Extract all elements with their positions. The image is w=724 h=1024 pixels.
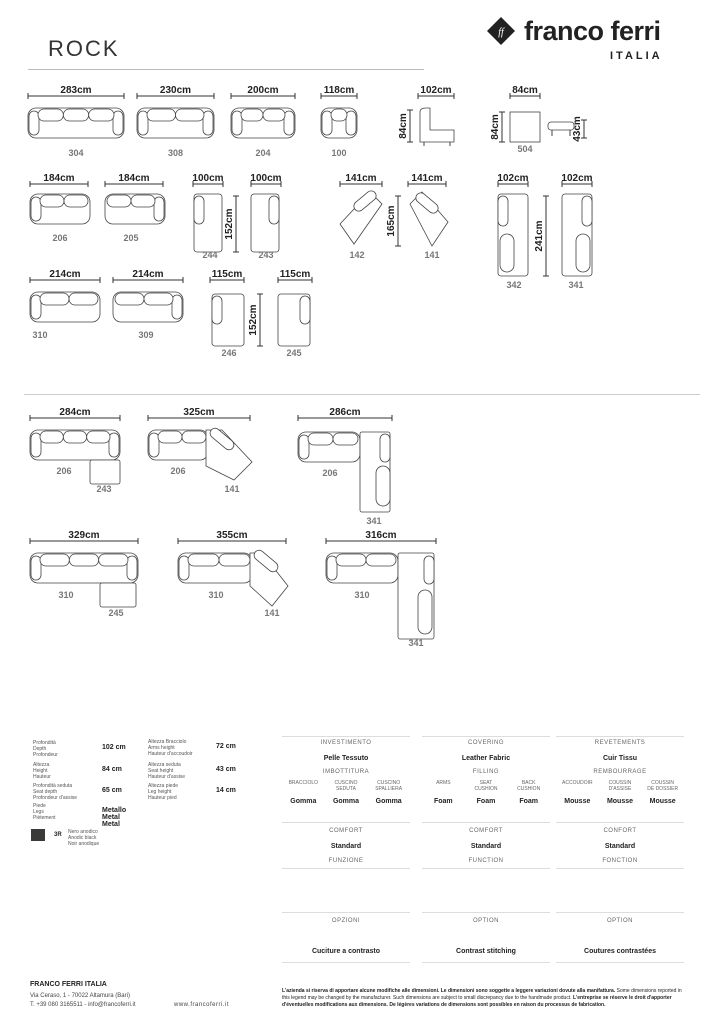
dim-pouf-h-label: 84cm <box>490 114 501 140</box>
filling-sub-head: CUSCINO SEDUTA <box>334 780 358 792</box>
comfort-head: COMFORT <box>329 828 363 834</box>
composition-284-cushion <box>63 431 86 443</box>
covering-head: INVESTIMENTO <box>320 740 372 746</box>
dim-pouf-side-label: 43cm <box>572 116 583 142</box>
dim-comp-2-label: 286cm <box>329 407 361 418</box>
footer-website[interactable]: www.francoferri.it <box>174 1002 230 1008</box>
filling-sub-head: BACK CUSHION <box>517 780 541 792</box>
composition-286-cushion <box>308 433 333 445</box>
function-head: FONCTION <box>602 858 638 864</box>
spec-label: Profondità seduta Seat depth Profondeur d'assise <box>33 783 78 801</box>
module-304-arm-right <box>113 111 123 135</box>
covering-value: Pelle Tessuto <box>323 755 369 762</box>
module-309-arm-right <box>172 295 182 319</box>
code-row1-3: 100 <box>331 148 347 158</box>
composition-284-cushion <box>87 431 110 443</box>
code-comp-2a: 206 <box>322 468 338 478</box>
disclaimer <box>282 988 688 1009</box>
code-row2-0: 206 <box>52 233 68 243</box>
dim-row3-h-label: 152cm <box>248 304 259 336</box>
spec-value: 14 cm <box>216 787 236 794</box>
dim-chaise-h-label: 152cm <box>224 208 235 240</box>
module-309-cushion <box>144 293 173 305</box>
section-divider <box>24 394 700 395</box>
dim-comp-3-label: 329cm <box>68 530 100 541</box>
table-rule <box>556 736 684 737</box>
disclaimer-en: Some dimensions reported in this legend may be changed by the manufacturer. Such dimensions are subject to small discrepancy due to the handmade product. <box>282 988 682 1001</box>
spec-value: Metallo Metal Metal <box>102 807 127 828</box>
filling-sub-head: COUSSIN DE DOSSIER <box>647 780 679 792</box>
dim-row1-2-label: 200cm <box>247 85 279 96</box>
filling-value: Foam <box>476 798 496 805</box>
dim-comp-0-label: 284cm <box>59 407 91 418</box>
filling-head: FILLING <box>472 769 500 775</box>
composition-355-cushion <box>219 554 250 566</box>
covering-value: Cuir Tissu <box>602 755 638 762</box>
composition-284-chaise <box>90 460 120 484</box>
dim-comp-1-label: 325cm <box>183 407 215 418</box>
code-comp-4a: 310 <box>208 590 224 600</box>
dim-side-label: 102cm <box>420 85 452 96</box>
composition-286-arm-left <box>299 435 309 459</box>
dim-row2-1-label: 184cm <box>118 173 150 184</box>
module-204-cushion <box>241 109 263 121</box>
module-308-arm-right <box>203 111 213 135</box>
code-comp-4b: 141 <box>264 608 280 618</box>
code-row3-0: 310 <box>32 330 48 340</box>
module-205-cushion <box>107 195 131 207</box>
code-row3-2: 246 <box>221 348 237 358</box>
table-rule <box>556 822 684 823</box>
code-row1-1: 308 <box>167 148 184 158</box>
dim-corner-h-label: 165cm <box>386 205 397 237</box>
spec-label: Altezza Bracciolo Arms height Hauteur d'accoudoir <box>148 739 193 757</box>
code-row2-1: 205 <box>123 233 139 243</box>
table-rule <box>556 868 684 869</box>
module-304-arm-left <box>29 111 39 135</box>
composition-284-cushion <box>40 431 63 443</box>
code-comp-2b: 341 <box>366 516 382 526</box>
composition-325-arm-left <box>149 433 159 457</box>
module-204-arm-right <box>284 111 294 135</box>
composition-325-cushion <box>182 431 206 443</box>
table-rule <box>422 822 550 823</box>
module-310-cushion <box>40 293 69 305</box>
finish-code: 3R <box>54 832 62 838</box>
dim-row2-6-label: 102cm <box>497 173 529 184</box>
code-row2-6: 342 <box>506 280 522 290</box>
table-rule <box>282 822 410 823</box>
dim-row2-3-label: 100cm <box>250 173 282 184</box>
code-row3-3: 245 <box>286 348 302 358</box>
composition-329-cushion <box>69 554 98 566</box>
option-value: Contrast stitching <box>456 948 516 955</box>
module-204-arm-left <box>232 111 242 135</box>
module-204-cushion <box>263 109 285 121</box>
dim-row2-7-label: 102cm <box>561 173 593 184</box>
spec-label: Piede Legs Piètement <box>33 803 56 821</box>
spec-value: 102 cm <box>102 744 126 751</box>
module-205-arm-right <box>154 197 164 221</box>
filling-head: IMBOTTITURA <box>322 769 370 775</box>
option-value: Coutures contrastées <box>584 948 656 955</box>
code-pouf: 504 <box>517 144 533 154</box>
comfort-value: Standard <box>604 843 636 850</box>
composition-329-chaise <box>100 583 136 607</box>
module-504-side <box>548 122 574 130</box>
disclaimer-it: L'azienda si riserva di apportare alcune modifiche alle dimensioni. Le dimensioni sono soggette a leggere variazioni dovute alla manifattura. <box>282 988 616 994</box>
code-row1-0: 304 <box>68 148 84 158</box>
code-row2-2: 244 <box>202 250 218 260</box>
module-304-cushion <box>89 109 114 121</box>
module-304-cushion <box>63 109 88 121</box>
code-row2-3: 243 <box>258 250 274 260</box>
filling-sub-head: COUSSIN D'ASSISE <box>608 780 632 792</box>
comfort-value: Standard <box>330 843 362 850</box>
code-comp-1a: 206 <box>170 466 186 476</box>
dim-row2-2-label: 100cm <box>192 173 224 184</box>
composition-325-cushion <box>158 431 182 443</box>
svg-text:ff: ff <box>498 27 504 38</box>
composition-316-cushion <box>366 554 396 566</box>
composition-329-arm-right <box>127 556 137 580</box>
code-comp-3a: 310 <box>58 590 74 600</box>
code-comp-0a: 206 <box>56 466 72 476</box>
function-head: FUNZIONE <box>328 858 364 864</box>
composition-355-cushion <box>188 554 219 566</box>
covering-head: COVERING <box>467 740 504 746</box>
filling-sub-head: BRACCIOLO <box>288 780 319 786</box>
option-head: OPTION <box>606 918 633 924</box>
filling-sub-head: SEAT CUSHION <box>474 780 498 792</box>
module-304-cushion <box>38 109 63 121</box>
filling-sub-head: CUSCINO SPALLIERA <box>375 780 403 792</box>
code-row2-7: 341 <box>568 280 584 290</box>
module-side-view <box>420 108 454 142</box>
code-comp-5a: 310 <box>354 590 370 600</box>
option-value: Cuciture a contrasto <box>311 948 381 955</box>
table-rule <box>282 962 410 963</box>
code-comp-5b: 341 <box>408 638 424 648</box>
dim-row3-2-label: 115cm <box>211 269 243 280</box>
spec-value: 84 cm <box>102 766 122 773</box>
module-100-arm-left <box>322 111 332 135</box>
filling-value: Mousse <box>606 798 634 805</box>
dim-row3-0-label: 214cm <box>49 269 81 280</box>
filling-head: REMBOURRAGE <box>593 769 647 775</box>
composition-329-cushion <box>40 554 69 566</box>
dim-comp-5-label: 316cm <box>365 530 397 541</box>
dim-row1-0-label: 283cm <box>60 85 92 96</box>
code-comp-3b: 245 <box>108 608 124 618</box>
module-100-arm-right <box>346 111 356 135</box>
spec-value: 65 cm <box>102 787 122 794</box>
filling-value: Gomma <box>332 798 360 805</box>
page-title: ROCK <box>48 36 120 61</box>
dim-row1-1-label: 230cm <box>159 85 192 96</box>
table-rule <box>422 912 550 913</box>
finish-label: Nero anodico Anodic black Noir anodique <box>68 829 100 847</box>
spec-label: Profondità Depth Profondeur <box>33 740 58 758</box>
covering-value: Leather Fabric <box>461 755 511 762</box>
table-rule <box>556 962 684 963</box>
module-206-arm-left <box>31 197 41 221</box>
table-rule <box>422 868 550 869</box>
code-row2-4: 142 <box>349 250 365 260</box>
filling-value: Mousse <box>564 798 591 805</box>
filling-value: Foam <box>519 798 538 805</box>
brand-subtitle: ITALIA <box>610 50 663 62</box>
spec-value: 43 cm <box>216 766 236 773</box>
spec-label: Altezza seduta Seat height Hauteur d'assise <box>148 762 186 780</box>
module-308-cushion <box>147 109 176 121</box>
module-310-cushion <box>69 293 98 305</box>
code-comp-0b: 243 <box>96 484 112 494</box>
spec-value: 72 cm <box>216 743 236 750</box>
composition-329-cushion <box>99 554 128 566</box>
covering-head: REVETEMENTS <box>594 740 646 746</box>
filling-value: Mousse <box>649 798 676 805</box>
code-comp-1b: 141 <box>224 484 240 494</box>
module-504-top <box>510 112 540 142</box>
module-309-cushion <box>115 293 144 305</box>
module-206-cushion <box>64 195 88 207</box>
table-rule <box>282 736 410 737</box>
module-206-cushion <box>40 195 64 207</box>
option-head: OPTION <box>472 918 499 924</box>
composition-286-cushion <box>333 433 358 445</box>
dim-side-h-label: 84cm <box>398 113 409 139</box>
code-row2-5: 141 <box>424 250 440 260</box>
composition-329-arm-left <box>31 556 41 580</box>
composition-355-arm-left <box>179 556 189 580</box>
filling-value: Gomma <box>375 798 402 805</box>
finish-swatch <box>31 829 45 841</box>
footer-company: FRANCO FERRI ITALIA <box>30 981 107 988</box>
composition-316-cushion <box>336 554 366 566</box>
footer-contact: T. +39 080 3165511 - info@francoferri.it <box>30 1002 136 1008</box>
dim-row3-3-label: 115cm <box>279 269 311 280</box>
comfort-head: CONFORT <box>603 828 637 834</box>
composition-316-arm-left <box>327 556 337 580</box>
filling-sub-head: ARMS <box>436 780 451 786</box>
code-row3-1: 309 <box>138 330 154 340</box>
code-row1-2: 204 <box>255 148 271 158</box>
filling-sub-head: ACCOUDOIR <box>562 780 593 786</box>
composition-284-arm-left <box>31 433 41 457</box>
table-rule <box>556 912 684 913</box>
dim-comp-4-label: 355cm <box>216 530 248 541</box>
brand-name: franco ferri <box>524 16 661 46</box>
comfort-value: Standard <box>470 843 502 850</box>
dim-row1-3-label: 118cm <box>323 85 355 96</box>
table-rule <box>282 868 410 869</box>
module-205-cushion <box>131 195 155 207</box>
table-rule <box>282 912 410 913</box>
dim-long-h-label: 241cm <box>534 220 545 252</box>
module-308-arm-left <box>138 111 148 135</box>
spec-label: Altezza Height Hauteur <box>33 762 51 780</box>
dim-row2-5-label: 141cm <box>411 173 443 184</box>
module-100-cushion <box>331 109 347 121</box>
module-308-cushion <box>176 109 205 121</box>
dim-row2-0-label: 184cm <box>43 173 75 184</box>
option-head: OPZIONI <box>331 918 361 924</box>
comfort-head: COMFORT <box>469 828 503 834</box>
spec-label: Altezza piede Leg height Hauteur pied <box>148 783 179 801</box>
function-head: FUNCTION <box>468 858 504 864</box>
dim-pouf-label: 84cm <box>512 85 538 96</box>
filling-value: Foam <box>433 798 453 805</box>
disclaimer-fr: L'entreprise se réserve le droit d'apporter d'éventuelles modifications aux dimensions. De légères variations de dimensions sont possibles en raison du processus de fabrication. <box>282 995 672 1008</box>
table-rule <box>422 736 550 737</box>
table-rule <box>422 962 550 963</box>
filling-value: Gomma <box>290 798 317 805</box>
dim-row2-4-label: 141cm <box>345 173 377 184</box>
dim-row3-1-label: 214cm <box>132 269 164 280</box>
composition-284-arm-right <box>109 433 119 457</box>
footer-address: Via Ceraso, 1 - 70022 Altamura (Bari) <box>30 993 130 999</box>
module-310-arm-left <box>31 295 41 319</box>
